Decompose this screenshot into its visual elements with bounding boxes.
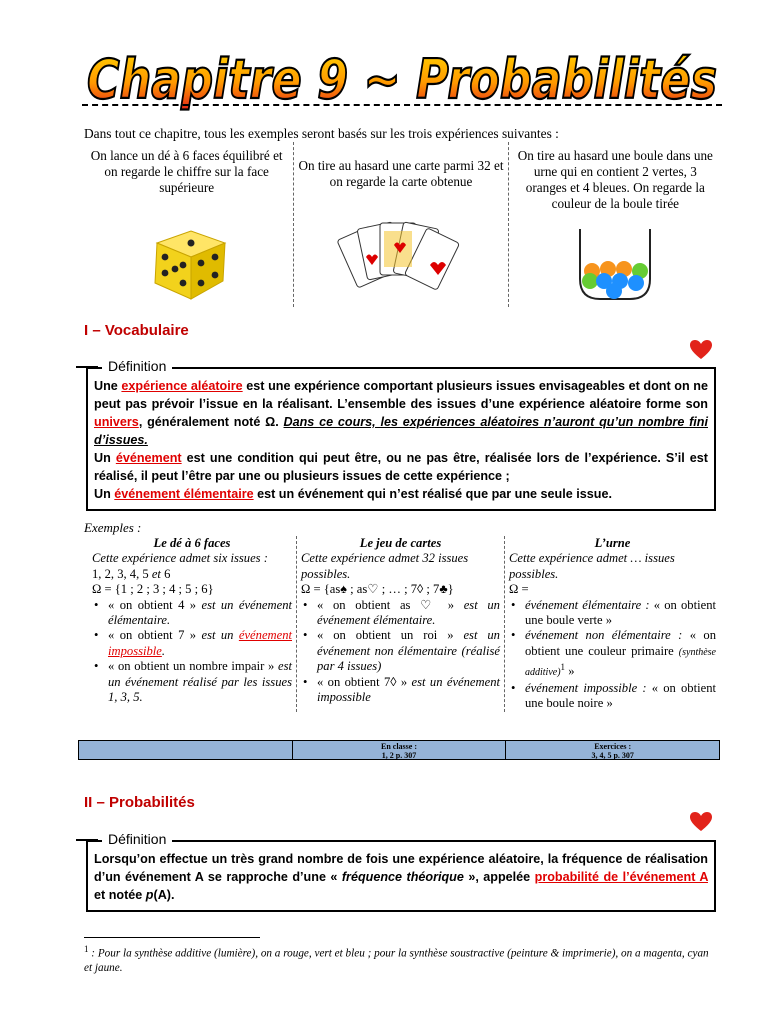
- event-text: « on obtient un roi »: [317, 628, 454, 643]
- heart-icon: [690, 812, 712, 832]
- footnote-rule: [84, 937, 260, 938]
- experiment-die-text: On lance un dé à 6 faces équilibré et on regarde le chiffre sur la face supérieure: [90, 148, 283, 195]
- list-item: [92, 628, 292, 659]
- definition-label: Définition: [102, 830, 172, 848]
- example-urn-line: Cette expérience admet … issues possibles.: [509, 551, 675, 581]
- event-desc: est un événement non élémentaire (réalisé par 4 issues): [317, 628, 500, 674]
- omega-urn: Ω =: [509, 582, 529, 597]
- issues-list: 1, 2, 3, 4, 5: [92, 566, 152, 581]
- example-die-title: Le dé à 6 faces: [153, 536, 231, 550]
- list-item: [509, 628, 716, 680]
- intro-text: Dans tout ce chapitre, tous les exemples seront basés sur les trois expériences suivantes :: [84, 126, 559, 141]
- event-note: (synthèse additive): [525, 646, 716, 679]
- event-text: « on obtient 7◊ »: [317, 674, 408, 689]
- definition-text: [94, 377, 708, 503]
- issues-last: 6: [160, 566, 171, 581]
- footnote-ref: 1: [560, 662, 566, 673]
- event-desc: est un: [196, 628, 239, 643]
- event-impossible-term: événement impossible: [108, 628, 293, 658]
- event-text: « on obtient 7 »: [108, 628, 197, 643]
- event-desc: est un événement impossible: [317, 674, 500, 705]
- event-text: « on obtient une boule verte »: [525, 597, 716, 628]
- heart-icon: [690, 340, 712, 360]
- list-item: [92, 659, 292, 705]
- def-text: est un événement qui n’est réalisé que par une seule issue.: [253, 487, 612, 501]
- term-evenement: événement: [115, 451, 182, 465]
- def-text: est une expérience comportant plusieurs issues envisageables et dont on ne peut pas prévoir l’issue en la réalisant. L’ensemble des issues d’une expérience aléatoire forme son: [94, 379, 708, 411]
- footnote-number: 1: [84, 944, 89, 954]
- example-die-list: [92, 598, 292, 706]
- event-type: événement impossible :: [525, 680, 647, 695]
- event-type: événement élémentaire :: [525, 597, 650, 612]
- example-urn-list: [509, 598, 716, 712]
- def-text: Un: [94, 451, 116, 465]
- experiment-cards-text: On tire au hasard une carte parmi 32 et on regarde la carte obtenue: [298, 158, 504, 189]
- example-die-line: Cette expérience admet six issues :: [92, 551, 268, 566]
- event-type: événement non élémentaire :: [525, 628, 683, 643]
- event-text: « on obtient une boule noire »: [525, 680, 716, 711]
- ref-pages: 1, 2 p. 307: [381, 751, 417, 760]
- list-item: [301, 598, 500, 629]
- example-cards-list: [301, 598, 500, 706]
- def-note: Dans ce cours, les expériences aléatoires n’auront qu’un nombre fini d’issues.: [94, 415, 708, 447]
- event-desc: est un événement élémentaire.: [108, 597, 292, 628]
- definition-label: Définition: [102, 357, 172, 375]
- footnote: [84, 942, 718, 975]
- example-cards: [296, 536, 504, 712]
- chapter-title-text: Chapitre 9 ~ Probabilités: [87, 48, 717, 111]
- def-text: (A).: [153, 888, 175, 902]
- definition-box-vocabulaire: [86, 358, 716, 511]
- footnote-text: : Pour la synthèse additive (lumière), on a rouge, vert et bleu ; pour la synthèse soustractive (peinture & imprimerie), on a magenta, cyan et jaune.: [84, 947, 709, 974]
- example-die: [88, 536, 296, 712]
- playing-cards-icon: [336, 217, 466, 303]
- list-item: [509, 681, 716, 712]
- event-desc: est un événement élémentaire.: [317, 597, 500, 628]
- ref-label: Exercices :: [594, 742, 632, 751]
- notation-p: p: [145, 888, 154, 902]
- event-desc: .: [161, 643, 166, 658]
- term-evenement-elementaire: événement élémentaire: [114, 487, 254, 501]
- urn-balls-icon: [570, 223, 660, 303]
- yellow-die-icon: [139, 223, 235, 303]
- example-die-line: [92, 567, 292, 582]
- ref-cell-exercices: [505, 741, 719, 759]
- experiment-urn: [508, 142, 722, 307]
- def-text: et notée: [94, 888, 146, 902]
- def-text: , généralement noté Ω.: [138, 415, 284, 429]
- chapter-title: [82, 40, 722, 112]
- def-text: Une: [94, 379, 122, 393]
- def-text: Un: [94, 487, 115, 501]
- ref-label: En classe :: [381, 742, 417, 751]
- event-text: « on obtient 4 »: [108, 597, 197, 612]
- list-item: [301, 628, 500, 674]
- event-text: « on obtient as ♡ »: [317, 597, 454, 612]
- examples-grid: [88, 536, 720, 712]
- example-urn-title: L’urne: [594, 536, 631, 550]
- event-text: »: [565, 664, 575, 679]
- def-text: Lorsqu’on effectue un très grand nombre de fois une expérience aléatoire, la fréquence de réalisation d’un événement A se rapproche d’une «: [94, 852, 708, 884]
- exercise-reference-bar: [78, 740, 720, 760]
- example-urn: [504, 536, 720, 712]
- list-item: [301, 675, 500, 706]
- experiment-urn-text: On tire au hasard une boule dans une urne qui en contient 2 vertes, 3 oranges et 4 bleues. On regarde la couleur de la boule tirée: [517, 148, 713, 211]
- event-text: « on obtient une couleur primaire: [525, 628, 716, 658]
- experiment-cards: [293, 142, 507, 307]
- definition-box-probabilites: [86, 831, 716, 912]
- def-text: », appelée: [463, 870, 535, 884]
- experiment-die: [80, 142, 293, 307]
- example-cards-line: Cette expérience admet 32 issues possibles.: [301, 551, 469, 581]
- ref-cell-empty: [79, 741, 292, 759]
- omega-cards: Ω = {as♠ ; as♡ ; … ; 7◊ ; 7♣}: [301, 582, 454, 597]
- list-item: [92, 598, 292, 629]
- section-heading-vocabulaire: I – Vocabulaire: [84, 322, 189, 339]
- chapter-title-art: [82, 40, 722, 112]
- omega-die: Ω = {1 ; 2 ; 3 ; 4 ; 5 ; 6}: [92, 582, 214, 597]
- term-experience-aleatoire: expérience aléatoire: [121, 379, 243, 393]
- event-desc: est un événement réalisé par les issues 1, 3, 5.: [108, 659, 293, 705]
- definition-text: [94, 850, 708, 904]
- term-frequence-theorique: fréquence théorique: [341, 870, 464, 884]
- examples-label: Exemples :: [84, 520, 142, 535]
- title-dashed-rule: [82, 104, 722, 112]
- list-item: [509, 598, 716, 629]
- ref-cell-en-classe: [292, 741, 506, 759]
- section-heading-probabilites: II – Probabilités: [84, 794, 195, 811]
- term-probabilite: probabilité de l’événement A: [534, 870, 708, 884]
- issues-and: et: [151, 566, 161, 581]
- experiments-grid: [80, 142, 722, 307]
- event-text: « on obtient un nombre impair »: [108, 659, 275, 674]
- ref-pages: 3, 4, 5 p. 307: [591, 751, 634, 760]
- example-cards-title: Le jeu de cartes: [359, 536, 442, 550]
- def-text: est une condition qui peut être, ou ne pas être, réalisée lors de l’expérience. S’il est réalisé, il peut l’être par une ou plusieurs issues de cette expérience ;: [94, 451, 708, 483]
- term-univers: univers: [94, 415, 139, 429]
